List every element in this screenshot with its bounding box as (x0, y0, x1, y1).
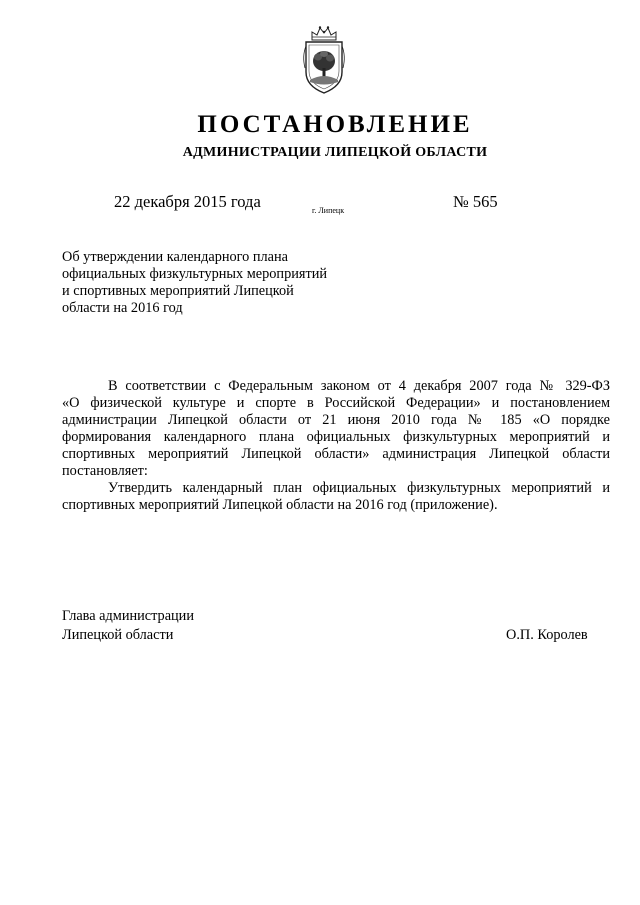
body-line: спортивных мероприятий Липецкой области на 2016 год (приложение). (62, 497, 498, 513)
document-number: № 565 (453, 192, 498, 211)
body-line: В соответствии с Федеральным законом от 4 декабря 2007 года № 329-ФЗ (108, 378, 610, 394)
subject-line: области на 2016 год (62, 300, 183, 316)
body-line: «О физической культуре и спорте в Российской Федерации» и постановлением (62, 395, 610, 411)
lipetsk-coat-of-arms-icon (299, 24, 349, 96)
signature-position-line: Липецкой области (62, 627, 174, 643)
document-city: г. Липецк (312, 206, 345, 215)
document-subject (62, 249, 362, 317)
body-line: постановляет: (62, 463, 148, 479)
signature-position-line: Глава администрации (62, 608, 194, 624)
document-body (62, 378, 610, 514)
signature-name: О.П. Королев (506, 627, 588, 643)
signature-position (62, 607, 194, 645)
body-line: администрации Липецкой области от 21 июня 2010 года № 185 «О порядке (62, 412, 610, 428)
document-date: 22 декабря 2015 года (114, 192, 261, 211)
document-title: ПОСТАНОВЛЕНИЕ (197, 111, 473, 138)
body-line: спортивных мероприятий Липецкой области» администрация Липецкой области (62, 446, 610, 462)
body-line: Утвердить календарный план официальных физкультурных мероприятий и (108, 480, 610, 496)
coat-of-arms-emblem (299, 24, 349, 96)
body-line: формирования календарного плана официальных физкультурных мероприятий и (62, 429, 610, 445)
subject-line: Об утверждении календарного плана (62, 249, 289, 265)
subject-line: официальных физкультурных мероприятий (62, 266, 328, 282)
subject-line: и спортивных мероприятий Липецкой (62, 283, 294, 299)
document-subtitle: АДМИНИСТРАЦИИ ЛИПЕЦКОЙ ОБЛАСТИ (182, 145, 488, 160)
